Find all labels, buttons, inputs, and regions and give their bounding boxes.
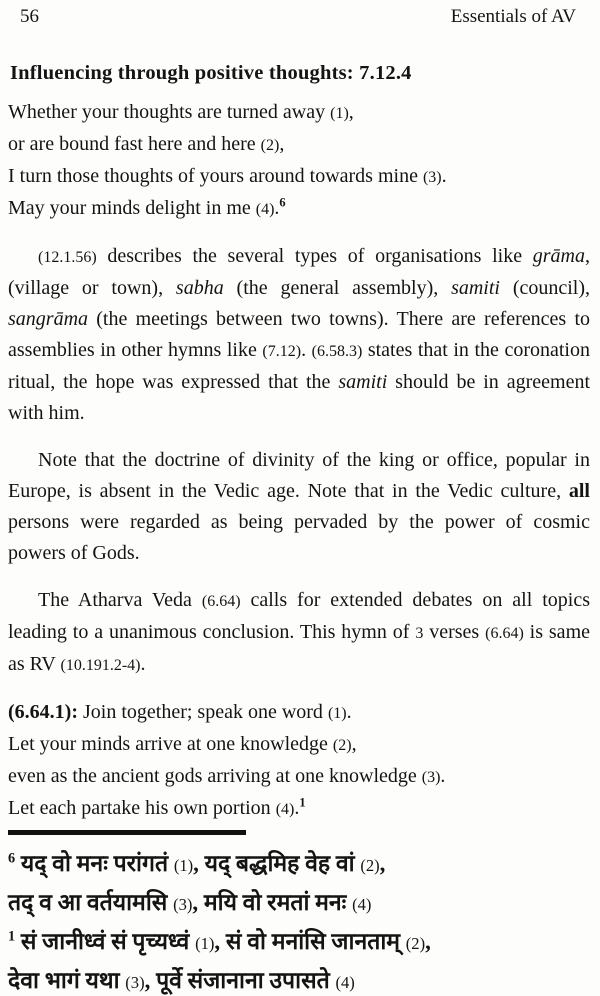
footnote-line bbox=[8, 884, 592, 923]
verse-line bbox=[8, 97, 590, 129]
text-segment: (3) bbox=[173, 895, 193, 914]
text-segment: 3 bbox=[415, 625, 424, 642]
text-segment: , bbox=[351, 733, 357, 755]
text-segment: (the general assembly), bbox=[223, 277, 452, 299]
text-segment: (7.12) bbox=[262, 343, 302, 360]
text-segment: तद् व आ वर्तयामसि bbox=[8, 890, 174, 915]
text-segment: . bbox=[346, 701, 352, 723]
text-segment: describes the several types of organisations like bbox=[96, 245, 533, 267]
text-segment: 6 bbox=[8, 850, 16, 867]
text-segment: samiti bbox=[451, 277, 500, 299]
text-segment: , (village or town), bbox=[8, 245, 590, 299]
text-segment: . bbox=[294, 797, 300, 819]
text-segment: 6 bbox=[279, 195, 286, 210]
text-segment: , bbox=[379, 851, 386, 876]
text-segment: (12.1.56) bbox=[38, 249, 97, 266]
text-segment: (2) bbox=[260, 137, 280, 154]
text-segment: Let each partake his own portion bbox=[8, 797, 276, 819]
text-segment: I turn those thoughts of yours around towards mine bbox=[8, 165, 423, 187]
footnotes-section bbox=[8, 830, 592, 996]
text-segment: (3) bbox=[422, 169, 442, 186]
text-segment: grāma bbox=[532, 245, 585, 267]
text-segment: is same as RV bbox=[8, 621, 590, 675]
verse-line bbox=[8, 761, 590, 793]
text-segment: (6.64) bbox=[485, 625, 524, 642]
text-segment: . bbox=[140, 653, 146, 675]
footnote-line bbox=[8, 923, 592, 962]
text-segment: (10.191.2-4) bbox=[60, 657, 141, 674]
verse-stanza-2 bbox=[8, 697, 590, 825]
paragraph bbox=[8, 585, 590, 681]
footnote-line bbox=[8, 962, 592, 996]
text-segment: , पूर्वे संजानाना उपासते bbox=[144, 968, 336, 993]
text-segment: sangrāma bbox=[8, 308, 89, 330]
text-segment: should be in agreement with him. bbox=[8, 371, 591, 424]
text-segment: . bbox=[301, 339, 312, 361]
text-segment: (4) bbox=[255, 201, 275, 218]
text-segment: , यद् बद्धमिह वेह वां bbox=[193, 851, 361, 876]
verse-line bbox=[8, 193, 590, 225]
text-segment: or are bound fast here and here bbox=[8, 133, 261, 155]
text-segment: Whether your thoughts are turned away bbox=[8, 101, 331, 123]
text-segment: (1) bbox=[330, 105, 349, 122]
text-segment: (1) bbox=[195, 934, 215, 953]
text-segment: (6.64) bbox=[201, 593, 241, 610]
text-segment: (6.58.3) bbox=[311, 343, 363, 360]
paragraph bbox=[8, 241, 590, 429]
verse-line bbox=[8, 729, 590, 761]
text-segment: samiti bbox=[338, 371, 388, 393]
text-segment: देवा भागं यथा bbox=[8, 968, 126, 993]
verse-line bbox=[8, 697, 590, 729]
text-segment: (3) bbox=[421, 769, 441, 786]
text-segment: यद् वो मनः परांगतं bbox=[15, 851, 174, 876]
text-segment: , bbox=[279, 133, 285, 155]
text-segment: , मयि वो रमतां मनः bbox=[192, 890, 353, 915]
verse-line bbox=[8, 129, 590, 161]
text-segment: Note that the doctrine of divinity of the king or office, popular in Europe, is absent in the Vedic age. Note that in the Vedic culture, bbox=[8, 449, 590, 502]
text-segment: Join together; speak one word bbox=[77, 701, 328, 723]
paragraph bbox=[8, 445, 590, 569]
text-segment: , सं वो मनांसि जानताम् bbox=[214, 929, 406, 954]
text-segment: (the meetings between two towns). There are references to assemblies in other hymns like bbox=[8, 308, 590, 361]
text-segment: (2) bbox=[405, 934, 426, 953]
text-segment: (2) bbox=[332, 737, 352, 754]
verse-line bbox=[8, 793, 590, 825]
text-segment: . bbox=[440, 765, 446, 787]
text-segment: 1 bbox=[299, 795, 306, 810]
text-segment: (4) bbox=[335, 973, 355, 992]
text-segment: (4) bbox=[275, 801, 295, 818]
text-segment: May your minds delight in me bbox=[8, 197, 256, 219]
text-segment: all bbox=[568, 480, 590, 502]
text-segment: The Atharva Veda bbox=[38, 589, 202, 611]
text-segment: (4) bbox=[352, 895, 372, 914]
text-segment: persons were regarded as being pervaded by the power of cosmic powers of Gods. bbox=[8, 511, 590, 564]
text-segment: (1) bbox=[173, 856, 194, 875]
verse-stanza-1 bbox=[8, 97, 590, 225]
text-segment: sabha bbox=[175, 277, 224, 299]
text-segment: (council), bbox=[499, 277, 591, 299]
section-heading: Influencing through positive thoughts: 7.12.4 bbox=[10, 62, 412, 84]
text-segment: (3) bbox=[125, 973, 145, 992]
text-segment: (1) bbox=[327, 705, 347, 722]
text-segment: calls for extended debates on all topics leading to a unanimous conclusion. This hymn of bbox=[8, 589, 590, 643]
footnote-rule bbox=[8, 830, 246, 835]
text-segment: Let your minds arrive at one knowledge bbox=[8, 733, 333, 755]
running-title: Essentials of AV bbox=[450, 6, 576, 27]
text-segment: even as the ancient gods arriving at one knowledge bbox=[8, 765, 422, 787]
verse-line bbox=[8, 161, 590, 193]
footnote-line bbox=[8, 845, 592, 884]
text-segment: . bbox=[274, 197, 280, 219]
page-header bbox=[0, 0, 600, 28]
text-segment: (2) bbox=[360, 856, 380, 875]
text-segment: (6.64.1): bbox=[8, 701, 78, 723]
text-segment: . bbox=[441, 165, 447, 187]
text-segment: , bbox=[425, 929, 431, 954]
page-number: 56 bbox=[20, 6, 39, 27]
text-segment: , bbox=[348, 101, 354, 123]
text-segment: verses bbox=[423, 621, 486, 643]
text-segment: सं जानीध्वं सं पृच्यध्वं bbox=[15, 929, 196, 954]
text-segment: 1 bbox=[8, 928, 16, 945]
text-segment: states that in the coronation ritual, the hope was expressed that the bbox=[8, 339, 590, 393]
